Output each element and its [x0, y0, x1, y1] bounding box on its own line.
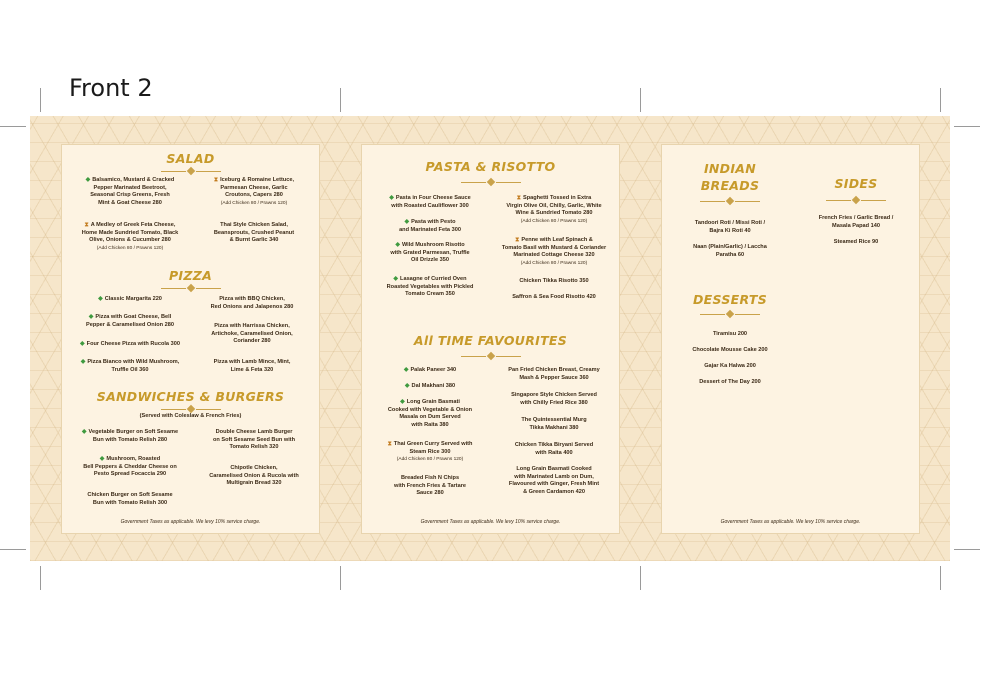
tax-note: Government Taxes as applicable. We levy 10% service charge.: [720, 519, 861, 525]
item-line: Pan Fried Chicken Breast, Creamy: [508, 367, 600, 373]
item-line: Tandoori Roti / Missi Roti /: [694, 220, 766, 226]
sandwich-item-lamb-burger: [192, 429, 316, 452]
item-line: with Marinated Lamb on Dum,: [514, 473, 594, 480]
pizza-item-margarita: [66, 296, 194, 304]
sides-title: SIDES: [834, 176, 878, 191]
item-line: Red Onions and Jalapenos 280: [210, 303, 294, 310]
salad-item-greek-feta: [70, 222, 190, 252]
item-line: & Burnt Garlic 340: [229, 237, 279, 244]
item-line: Vegetable Burger on Soft Sesame: [88, 429, 179, 435]
pasta-item-four-cheese: [366, 195, 494, 210]
item-line: Pesto Spread Focaccia 290: [93, 471, 167, 478]
veg-mark-icon: ◆: [395, 242, 400, 248]
item-line: Classic Margarita 220: [104, 296, 162, 302]
veg-mark-icon: ◆: [393, 276, 399, 282]
item-line: Bell Peppers & Cheddar Cheese on: [83, 463, 177, 470]
item-line: with Grated Parmesan, Truffle: [390, 249, 470, 256]
fav-item-murg-tikka: [490, 417, 618, 432]
breads-divider: [700, 198, 760, 204]
item-line: & Green Cardamon 420: [523, 488, 585, 495]
item-line: on Soft Sesame Seed Bun with: [212, 436, 296, 443]
item-line: and Marinated Feta 300: [399, 226, 461, 233]
item-line: with Raita 380: [411, 421, 449, 428]
veg-mark-icon: ◆: [80, 341, 85, 347]
item-line: Pizza with Goat Cheese, Bell: [95, 314, 172, 320]
item-line: Chicken Burger on Soft Sesame: [87, 492, 173, 498]
favourites-divider: [461, 353, 521, 359]
sandwich-item-chicken-burger: [66, 492, 194, 507]
side-item-rice: [796, 239, 916, 247]
item-line: Singapore Style Chicken Served: [511, 392, 597, 398]
crop-mark: [640, 88, 641, 112]
fav-item-thai-curry: [366, 441, 494, 464]
crop-mark: [940, 88, 941, 112]
crop-mark: [954, 549, 980, 550]
pizza-item-bianco: [66, 359, 194, 374]
item-line: Virgin Olive Oil, Chilly, Garlic, White: [506, 202, 602, 209]
item-line: Tomato Relish 320: [229, 444, 279, 451]
item-line: Multigrain Bread 320: [226, 480, 282, 487]
item-line: Sauce 280: [416, 490, 444, 497]
item-line: Steamed Rice 90: [833, 239, 879, 245]
dessert-item-halwa: [670, 363, 790, 371]
chef-special-icon: ⧗: [515, 237, 520, 243]
sandwiches-title: SANDWICHES & BURGERS: [96, 389, 285, 404]
item-line: Four Cheese Pizza with Rucola 300: [86, 341, 180, 347]
desserts-title: DESSERTS: [692, 292, 767, 307]
item-addon: (Add Chicken 80 / Prawns 120): [220, 200, 288, 206]
crop-mark: [640, 566, 641, 590]
item-addon: (Add Chicken 80 / Prawns 120): [396, 457, 464, 463]
salad-item-iceberg: [192, 177, 316, 207]
veg-mark-icon: ◆: [389, 195, 394, 201]
crop-mark: [0, 549, 26, 550]
pasta-item-spaghetti: [490, 195, 618, 225]
item-line: Truffle Oil 360: [111, 366, 149, 373]
item-line: A Medley of Greek Feta Cheese,: [90, 222, 176, 228]
sides-divider: [826, 197, 886, 203]
item-line: Double Cheese Lamb Burger: [215, 429, 293, 435]
item-line: Chicken Tikka Biryani Served: [514, 442, 594, 448]
veg-mark-icon: ◆: [85, 177, 91, 183]
side-item-fries: [796, 215, 916, 230]
item-line: Pasta with Pesto: [411, 219, 456, 225]
fav-item-singapore-chicken: [490, 392, 618, 407]
item-line: Palak Paneer 340: [410, 367, 457, 373]
desserts-divider: [700, 311, 760, 317]
item-line: Pepper & Caramelised Onion 280: [86, 321, 174, 328]
item-addon: (Add Chicken 80 / Prawns 120): [520, 218, 588, 224]
breads-title-line-1: INDIAN: [703, 161, 757, 176]
crop-mark: [40, 566, 41, 590]
fav-item-dal-makhani: [366, 383, 494, 391]
pasta-item-tikka-risotto: [490, 278, 618, 286]
item-addon: (Add Chicken 80 / Prawns 120): [520, 260, 588, 266]
item-line: Pasta in Four Cheese Sauce: [395, 195, 471, 201]
pasta-title: PASTA & RISOTTO: [425, 159, 556, 174]
item-line: Parmesan Cheese, Garlic: [220, 184, 288, 191]
item-line: Long Grain Basmati: [406, 399, 460, 405]
dessert-item-tiramisu: [670, 331, 790, 339]
chef-special-icon: ⧗: [213, 177, 219, 183]
item-line: Chocolate Mousse Cake 200: [692, 347, 768, 353]
item-addon: (Add Chicken 80 / Prawns 120): [96, 245, 164, 251]
item-line: Bun with Tomato Relish 300: [92, 499, 168, 506]
crop-mark: [940, 566, 941, 590]
item-line: Wine & Sundried Tomato 280: [515, 210, 593, 217]
item-line: Bun with Tomato Relish 280: [92, 436, 168, 443]
item-line: French Fries / Garlic Bread /: [818, 215, 894, 221]
item-line: with Chilly Fried Rice 380: [520, 399, 588, 406]
item-line: with Roasted Cauliflower 300: [391, 202, 469, 209]
item-line: Caramelised Onion & Rucola with: [209, 472, 299, 479]
item-line: Seasonal Crisp Greens, Fresh: [90, 192, 170, 199]
salad-title: SALAD: [166, 151, 215, 166]
crop-mark: [40, 88, 41, 112]
veg-mark-icon: ◆: [403, 367, 409, 373]
breads-title-line-2: BREADS: [700, 178, 760, 193]
item-line: Home Made Sundried Tomato, Black: [81, 229, 179, 236]
item-line: Balsamico, Mustard & Cracked: [92, 177, 175, 183]
bread-item-roti: [670, 220, 790, 235]
salad-item-thai-chicken: [192, 222, 316, 245]
item-line: Pepper Marinated Beetroot,: [93, 184, 167, 191]
item-line: Tomato Cream 350: [405, 291, 455, 298]
pasta-item-pesto: [366, 219, 494, 234]
item-line: Lime & Feta 320: [230, 366, 274, 373]
sandwiches-divider: [161, 406, 221, 412]
item-line: Breaded Fish N Chips: [400, 475, 460, 481]
veg-mark-icon: ◆: [81, 429, 87, 435]
veg-mark-icon: ◆: [99, 456, 105, 462]
crop-mark: [0, 126, 26, 127]
item-line: Spaghetti Tossed in Extra: [522, 195, 592, 201]
pizza-item-bbq-chicken: [190, 296, 314, 311]
sandwiches-subtitle: (Served with Coleslaw & French Fries): [139, 413, 242, 419]
item-line: Flavoured with Ginger, Fresh Mint: [508, 481, 600, 488]
item-line: Cooked with Vegetable & Onion: [387, 406, 473, 413]
chef-special-icon: ⧗: [84, 222, 89, 228]
item-line: Pizza with Harrissa Chicken,: [214, 323, 290, 329]
item-line: Dal Makhani 380: [411, 383, 456, 389]
item-line: Artichoke, Caramelised Onion,: [211, 330, 293, 337]
item-line: Mint & Goat Cheese 280: [98, 199, 162, 206]
pizza-item-four-cheese: [66, 341, 194, 349]
sandwich-item-veg-burger: [66, 429, 194, 444]
pasta-item-penne: [490, 237, 618, 267]
item-line: Chipotle Chicken,: [230, 465, 278, 471]
dessert-item-of-the-day: [670, 379, 790, 387]
item-line: Wild Mushroom Risotto: [401, 242, 465, 248]
pasta-item-seafood-risotto: [490, 294, 618, 302]
pizza-item-lamb: [190, 359, 314, 374]
fav-item-fish-n-chips: [366, 475, 494, 498]
pasta-item-mushroom-risotto: [366, 242, 494, 265]
crop-mark: [340, 566, 341, 590]
bread-item-naan: [670, 244, 790, 259]
sheet-title: Front 2: [69, 74, 153, 102]
item-line: Pizza Bianco with Wild Mushroom,: [87, 359, 180, 365]
item-line: Pizza with Lamb Mince, Mint,: [213, 359, 291, 365]
item-line: Thai Style Chicken Salad,: [220, 222, 288, 228]
item-line: Coriander 280: [233, 338, 271, 345]
veg-mark-icon: ◆: [80, 359, 86, 365]
item-line: Beansprouts, Crushed Peanut: [213, 229, 295, 236]
item-line: Gajar Ka Halwa 200: [704, 363, 756, 369]
fav-item-veg-biryani: [366, 399, 494, 429]
item-line: Long Grain Basmati Cooked: [516, 466, 592, 472]
item-line: Paratha 60: [715, 251, 745, 258]
item-line: Thai Green Curry Served with: [393, 441, 473, 447]
item-line: Pizza with BBQ Chicken,: [219, 296, 285, 302]
pizza-divider: [161, 285, 221, 291]
item-line: Penne with Leaf Spinach &: [521, 237, 593, 243]
fav-item-palak-paneer: [366, 367, 494, 375]
item-line: Chicken Tikka Risotto 350: [519, 278, 589, 284]
item-line: Bajra Ki Roti 40: [709, 227, 751, 234]
tax-note: Government Taxes as applicable. We levy 10% service charge.: [120, 519, 261, 525]
item-line: Mushroom, Roasted: [106, 456, 161, 462]
item-line: Masala on Dum Served: [399, 414, 461, 421]
crop-mark: [954, 126, 980, 127]
item-line: Marinated Cottage Cheese 320: [513, 252, 595, 259]
item-line: The Quintessential Murg: [521, 417, 587, 423]
item-line: Tikka Makhani 380: [529, 424, 579, 431]
item-line: with French Fries & Tartare: [393, 482, 466, 489]
sandwich-item-mushroom: [66, 456, 194, 479]
item-line: Lasagne of Curried Oven: [400, 276, 467, 282]
item-line: Iceburg & Romaine Lettuce,: [220, 177, 295, 183]
sandwich-item-chipotle: [192, 465, 316, 488]
item-line: Masala Papad 140: [832, 222, 880, 229]
salad-item-beetroot: [70, 177, 190, 207]
item-line: Oil Drizzle 350: [411, 257, 449, 264]
fav-item-chicken-biryani: [490, 442, 618, 457]
pasta-item-lasagne: [366, 276, 494, 299]
item-line: Tiramisu 200: [712, 331, 748, 337]
veg-mark-icon: ◆: [88, 314, 94, 320]
item-line: Roasted Vegetables with Pickled: [386, 283, 474, 290]
fav-item-lamb-biryani: [490, 466, 618, 496]
pizza-item-goat-cheese: [66, 314, 194, 329]
item-line: Saffron & Sea Food Risotto 420: [512, 294, 596, 300]
pizza-title: PIZZA: [168, 268, 213, 283]
dessert-item-mousse: [670, 347, 790, 355]
veg-mark-icon: ◆: [404, 219, 410, 225]
item-line: Dessert of The Day 200: [699, 379, 761, 385]
veg-mark-icon: ◆: [98, 296, 103, 302]
item-line: Croutons, Capers 280: [225, 192, 283, 199]
veg-mark-icon: ◆: [404, 383, 410, 389]
pizza-item-harrissa: [190, 323, 314, 346]
chef-special-icon: ⧗: [387, 441, 392, 447]
item-line: Olive, Onions & Cucumber 280: [89, 237, 171, 244]
item-line: with Raita 400: [535, 449, 573, 456]
favourites-title: All TIME FAVOURITES: [413, 333, 568, 348]
item-line: Tomato Basil with Mustard & Coriander: [501, 244, 607, 251]
veg-mark-icon: ◆: [400, 399, 405, 405]
salad-divider: [161, 168, 221, 174]
fav-item-chicken-breast: [490, 367, 618, 382]
pasta-divider: [461, 179, 521, 185]
item-line: Naan (Plain/Garlic) / Laccha: [693, 244, 767, 250]
item-line: Mash & Pepper Sauce 360: [519, 374, 589, 381]
item-line: Steam Rice 300: [409, 448, 451, 455]
chef-special-icon: ⧗: [516, 195, 521, 201]
tax-note: Government Taxes as applicable. We levy 10% service charge.: [420, 519, 561, 525]
crop-mark: [340, 88, 341, 112]
